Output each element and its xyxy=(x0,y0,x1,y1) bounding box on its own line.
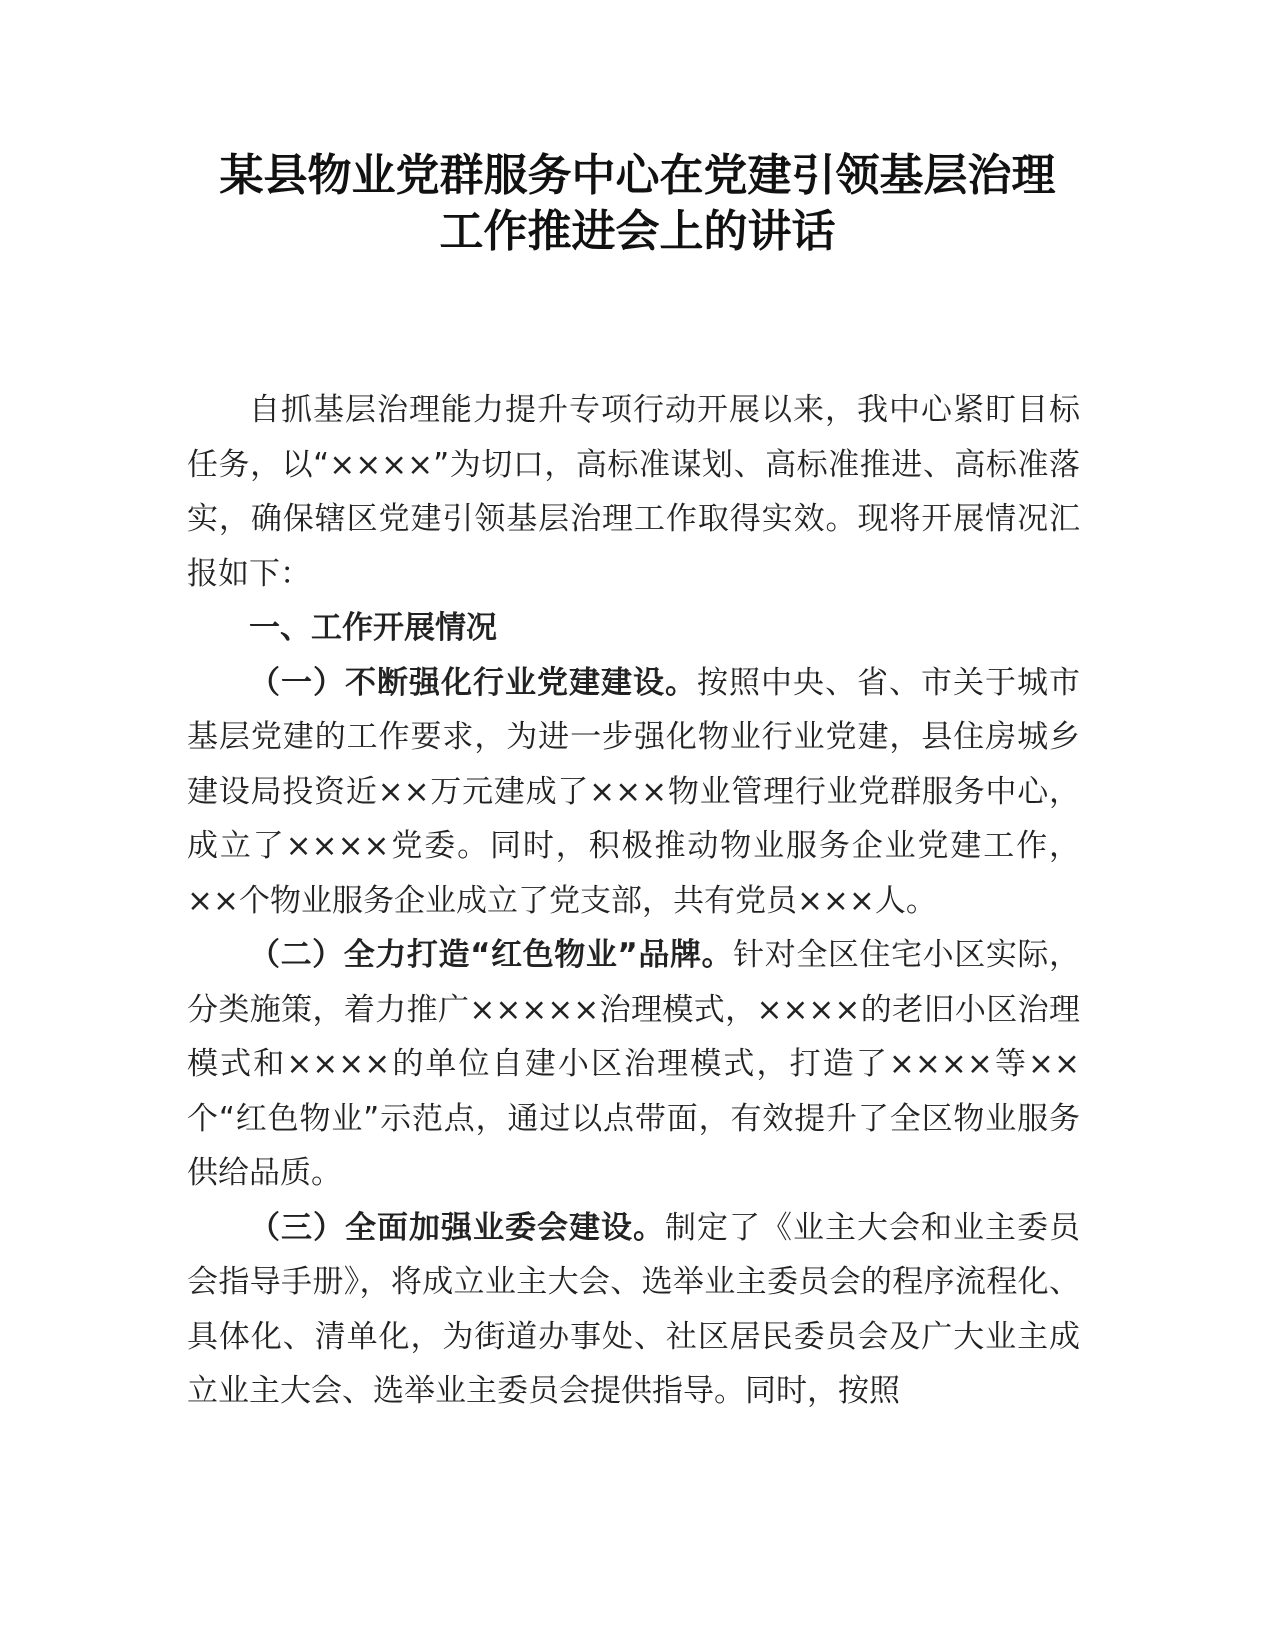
section-heading: 一、工作开展情况 xyxy=(249,610,497,646)
item-lead-1: （一）不断强化行业党建建设。 xyxy=(249,664,697,701)
title-line-1: 某县物业党群服务中心在党建引领基层治理 xyxy=(219,150,1056,201)
item-lead-3: （三）全面加强业委会建设。 xyxy=(249,1209,665,1246)
item-paragraph-1 xyxy=(187,656,1080,929)
item-paragraph-2 xyxy=(187,928,1080,1201)
title-line-2: 工作推进会上的讲话 xyxy=(439,206,836,257)
item-paragraph-3 xyxy=(187,1201,1080,1419)
item-text-3: 制定了《业主大会和业主委员会指导手册》，将成立业主大会、选举业主委员会的程序流程化、具体化、清单化，为街道办事处、社区居民委员会及广大业主成立业主大会、选举业主委员会提供指导。同时，按照 xyxy=(187,1209,1080,1409)
item-text-1: 按照中央、省、市关于城市基层党建的工作要求，为进一步强化物业行业党建，县住房城乡建设局投资近××万元建成了×××物业管理行业党群服务中心，成立了××××党委。同时，积极推动物业服务企业党建工作，××个物业服务企业成立了党支部，共有党员×××人。 xyxy=(187,664,1080,919)
document-title xyxy=(150,148,1125,260)
document-body xyxy=(187,383,1080,1419)
intro-paragraph: 自抓基层治理能力提升专项行动开展以来，我中心紧盯目标任务，以“××××”为切口，高标准谋划、高标准推进、高标准落实，确保辖区党建引领基层治理工作取得实效。现将开展情况汇报如下： xyxy=(187,392,1080,592)
item-text-2: 针对全区住宅小区实际，分类施策，着力推广×××××治理模式，××××的老旧小区治理模式和××××的单位自建小区治理模式，打造了××××等××个“红色物业”示范点，通过以点带面，有效提升了全区物业服务供给品质。 xyxy=(187,937,1081,1191)
item-lead-2: （二）全力打造“红色物业”品牌。 xyxy=(249,937,734,973)
